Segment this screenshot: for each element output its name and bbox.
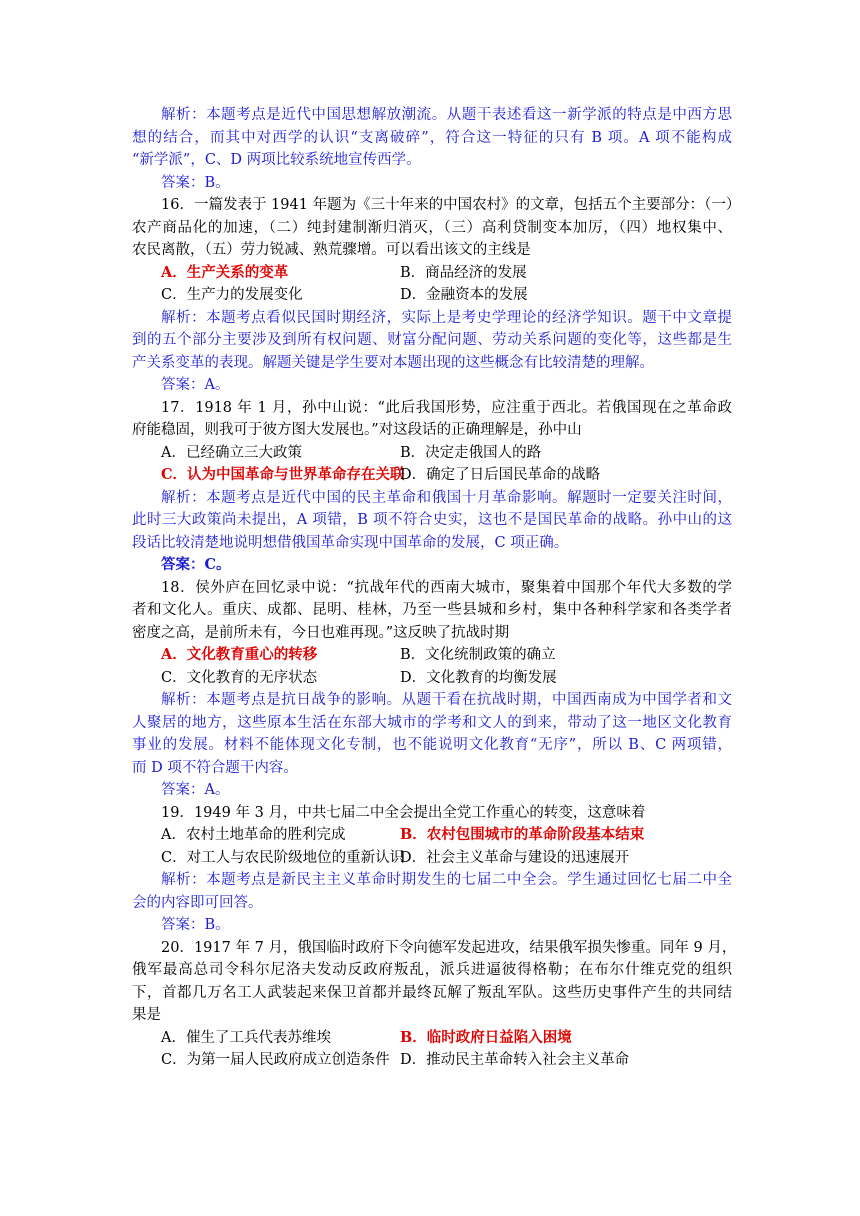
answer-line: 答案：B。 <box>161 917 230 933</box>
question-line: 下，首都几万名工人武装起来保卫首都并最终瓦解了叛乱军队。这些历史事件产生的共同结 <box>132 984 732 1001</box>
options-row <box>132 442 732 465</box>
answer-line: 答案：A。 <box>161 377 230 393</box>
options-row <box>132 1049 732 1072</box>
analysis-line: 会的内容即可回答。 <box>132 894 263 911</box>
answer-line: 答案：C。 <box>161 556 231 573</box>
question-line: 密度之高，是前所未有，今日也难再现。”这反映了抗战时期 <box>132 624 510 641</box>
option: C．为第一届人民政府成立创造条件 <box>161 1052 390 1068</box>
question-line: 16．一篇发表于 1941 年题为《三十年来的中国农村》的文章，包括五个主要部分：（一） <box>161 197 741 213</box>
question-line: 府能稳固，则我可于彼方图大发展也。”对这段话的正确理解是，孙中山 <box>132 422 582 438</box>
options-row <box>132 262 732 285</box>
correct-option: B．农村包围城市的革命阶段基本结束 <box>400 826 645 843</box>
option: C．对工人与农民阶级地位的重新认识 <box>161 849 405 866</box>
answer-line: 答案：A。 <box>161 782 230 798</box>
analysis-line: 解析：本题考点是近代中国的民主革命和俄国十月革命影响。解题时一定要关注时间， <box>161 489 732 506</box>
analysis-line: 解析：本题考点看似民国时期经济，实际上是考史学理论的经济学知识。题干中文章提 <box>161 309 732 326</box>
question-line: 果是 <box>132 1007 161 1023</box>
options-row <box>132 644 732 667</box>
options-row <box>132 284 732 307</box>
option: D．社会主义革命与建设的迅速展开 <box>400 849 630 866</box>
correct-option: A．生产关系的变革 <box>161 263 289 281</box>
question-line: 18．侯外庐在回忆录中说：“抗战年代的西南大城市，聚集着中国那个年代大多数的学 <box>161 579 732 596</box>
option: A．农村土地革命的胜利完成 <box>161 827 346 843</box>
option: B．文化统制政策的确立 <box>400 647 556 663</box>
question-line: 俄军最高总司令科尔尼洛夫发动反政府叛乱，派兵进逼彼得格勒；在布尔什维克党的组织 <box>132 962 732 978</box>
analysis-line: 解析：本题考点是近代中国思想解放潮流。从题干表述看这一新学派的特点是中西方思 <box>161 107 732 123</box>
correct-option: B．临时政府日益陷入困境 <box>400 1028 572 1046</box>
option: D．确定了日后国民革命的战略 <box>400 467 601 483</box>
analysis-line: 此时三大政策尚未提出，A 项错，B 项不符合史实，这也不是国民革命的战略。孙中山的这 <box>132 512 732 528</box>
answer-line: 答案：B。 <box>161 174 230 191</box>
question-line: 农民离散，（五）劳力锐减、熟荒骤增。可以看出该文的主线是 <box>132 242 531 258</box>
question-line: 者和文化人。重庆、成都、昆明、桂林，乃至一些县城和乡村，集中各种科学家和各类学者 <box>132 602 732 618</box>
analysis-line: 产关系变革的表现。解题关键是学生要对本题出现的这些概念有比较清楚的理解。 <box>132 354 654 371</box>
option: C．文化教育的无序状态 <box>161 669 318 686</box>
analysis-line: 到的五个部分主要涉及到所有权问题、财富分配问题、劳动关系问题的变化等，这些都是生 <box>132 332 732 348</box>
options-row <box>132 667 732 690</box>
option: D．推动民主革命转入社会主义革命 <box>400 1052 630 1068</box>
analysis-line: 想的结合，而其中对西学的认识“支离破碎”，符合这一特征的只有 B 项。A 项不能构成 <box>132 129 732 146</box>
analysis-line: 解析：本题考点是新民主主义革命时期发生的七届二中全会。学生通过回忆七届二中全 <box>161 872 732 888</box>
question-line: 19．1949 年 3 月，中共七届二中全会提出全党工作重心的转变，这意味着 <box>161 804 646 821</box>
option: A．催生了工兵代表苏维埃 <box>161 1029 331 1046</box>
options-row <box>132 824 732 847</box>
analysis-line: 解析：本题考点是抗日战争的影响。从题干看在抗战时期，中国西南成为中国学者和文 <box>161 692 732 708</box>
correct-option: A．文化教育重心的转移 <box>161 646 318 663</box>
analysis-line: 而 D 项不符合题干内容。 <box>132 759 298 776</box>
question-line: 农产商品化的加速，（二）纯封建制渐归消灭，（三）高利贷制变本加厉，（四）地权集中、 <box>132 219 732 236</box>
question-line: 20．1917 年 7 月，俄国临时政府下令向德军发起进攻，结果俄军损失惨重。同年 9 月， <box>161 939 737 956</box>
option: C．生产力的发展变化 <box>161 287 303 303</box>
option: B．商品经济的发展 <box>400 264 527 281</box>
analysis-line: 段话比较清楚地说明想借俄国革命实现中国革命的发展，C 项正确。 <box>132 534 569 551</box>
document-page <box>132 104 741 1072</box>
question-line: 17．1918 年 1 月，孙中山说：“此后我国形势，应注重于西北。若俄国现在之革命政 <box>161 399 732 416</box>
option: D．文化教育的均衡发展 <box>400 669 557 686</box>
analysis-line: 事业的发展。材料不能体现文化专制，也不能说明文化教育“无序”，所以 B、C 两项错， <box>132 737 732 753</box>
options-row <box>132 1027 732 1050</box>
correct-option: C．认为中国革命与世界革命存在关联 <box>161 466 405 483</box>
analysis-line: 人聚居的地方，这些原本生活在东部大城市的学考和文人的到来，带动了这一地区文化教育 <box>132 714 732 731</box>
analysis-line: “新学派”，C、D 两项比较系统地宣传西学。 <box>132 152 421 168</box>
options-row <box>132 464 732 487</box>
option: A．已经确立三大政策 <box>161 444 302 461</box>
options-row <box>132 847 732 870</box>
option: D．金融资本的发展 <box>400 287 528 303</box>
option: B．决定走俄国人的路 <box>400 444 542 461</box>
